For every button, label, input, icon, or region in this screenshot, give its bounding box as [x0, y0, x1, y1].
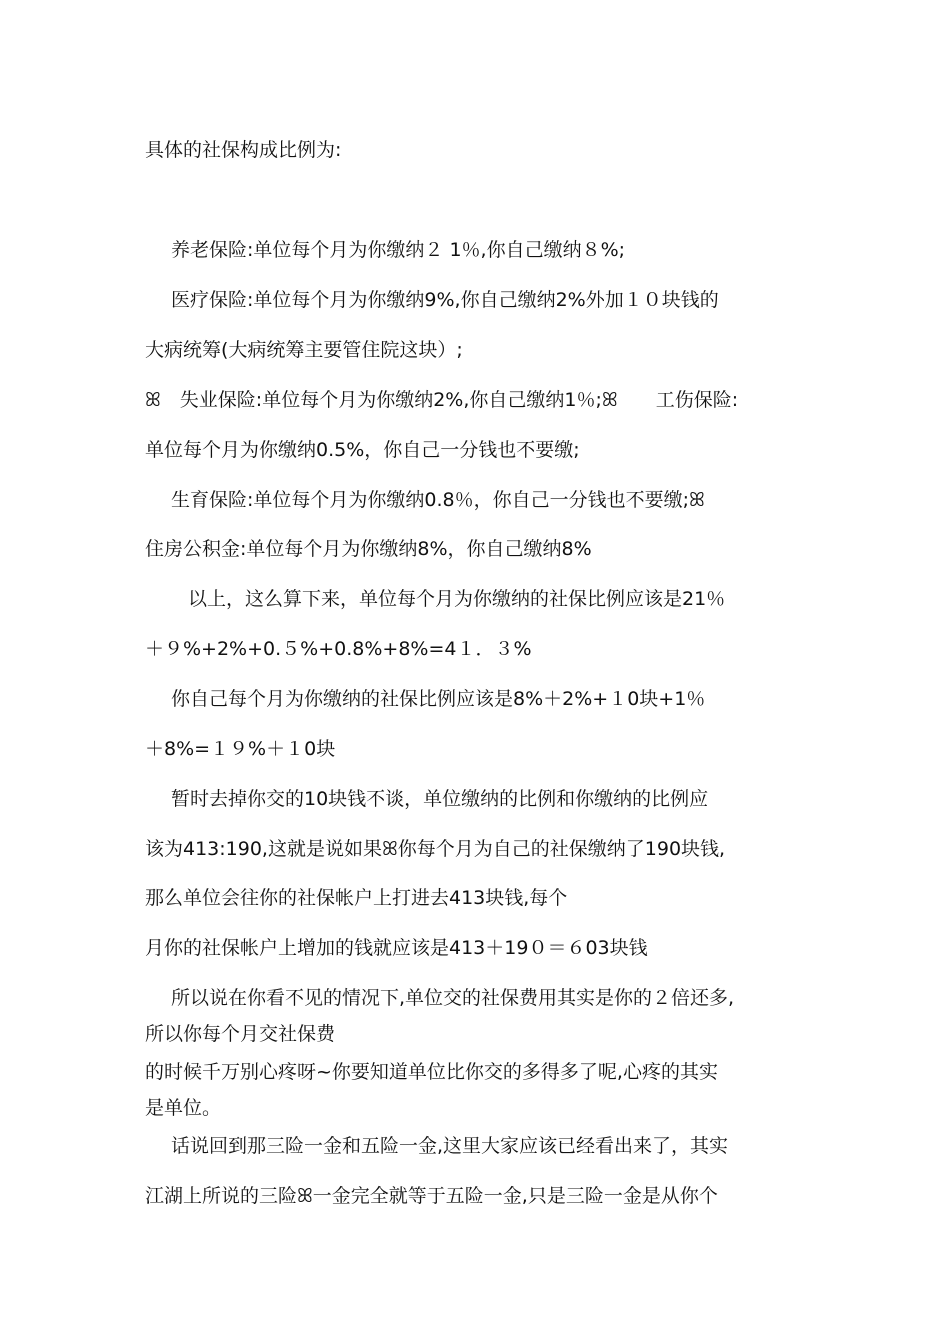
paragraph-line-heartache: 的时候千万别心疼呀~你要知道单位比你交的多得多了呢,心疼的其实: [145, 1061, 718, 1083]
paragraph-line-employer-deposit: 那么单位会往你的社保帐户上打进去413块钱,每个: [145, 887, 568, 909]
paragraph-line-ratio-cont: 该为413:190,这就是说如果ꕤ你每个月为自己的社保缴纳了190块钱,: [145, 838, 726, 860]
paragraph-line-medical: 医疗保险:单位每个月为你缴纳9%,你自己缴纳2%外加１０块钱的: [171, 289, 719, 311]
paragraph-line-injury: 单位每个月为你缴纳0.5%，你自己一分钱也不要缴;: [145, 439, 580, 461]
paragraph-line-heading: 具体的社保构成比例为:: [145, 139, 342, 161]
paragraph-line-heartache-cont: 是单位。: [145, 1097, 222, 1119]
paragraph-line-pension: 养老保险:单位每个月为你缴纳２ 1％,你自己缴纳８%;: [171, 239, 626, 261]
paragraph-line-back-topic: 话说回到那三险一金和五险一金,这里大家应该已经看出来了，其实: [171, 1135, 729, 1157]
paragraph-line-conclusion: 所以说在你看不见的情况下,单位交的社保费用其实是你的２倍还多,: [171, 987, 735, 1009]
paragraph-line-maternity: 生育保险:单位每个月为你缴纳0.8％，你自己一分钱也不要缴;ꕤ: [171, 489, 705, 511]
paragraph-line-unemployment: ꕤ 失业保险:单位每个月为你缴纳2%,你自己缴纳1％;ꕤ 工伤保险:: [145, 389, 739, 411]
paragraph-line-ratio: 暂时去掉你交的10块钱不谈，单位缴纳的比例和你缴纳的比例应: [171, 788, 709, 810]
paragraph-line-employer-formula: ＋９%+2%+0.５%+0.8%+8%=4１．３%: [145, 638, 532, 660]
paragraph-line-employee-formula: ＋8%=１９%＋１0块: [145, 738, 336, 760]
paragraph-line-conclusion-cont: 所以你每个月交社保费: [145, 1023, 336, 1045]
paragraph-line-employee-total: 你自己每个月为你缴纳的社保比例应该是8%＋2%+１0块+1％: [171, 688, 706, 710]
paragraph-line-employer-total: 以上，这么算下来，单位每个月为你缴纳的社保比例应该是21％: [188, 588, 726, 610]
paragraph-line-back-topic-cont: 江湖上所说的三险ꕤ一金完全就等于五险一金,只是三险一金是从你个: [145, 1185, 718, 1207]
paragraph-line-account-increase: 月你的社保帐户上增加的钱就应该是413＋19０＝６03块钱: [145, 937, 648, 959]
paragraph-line-housing-fund: 住房公积金:单位每个月为你缴纳8%，你自己缴纳8%: [145, 538, 592, 560]
paragraph-line-medical-cont: 大病统筹(大病统筹主要管住院这块）;: [145, 339, 463, 361]
